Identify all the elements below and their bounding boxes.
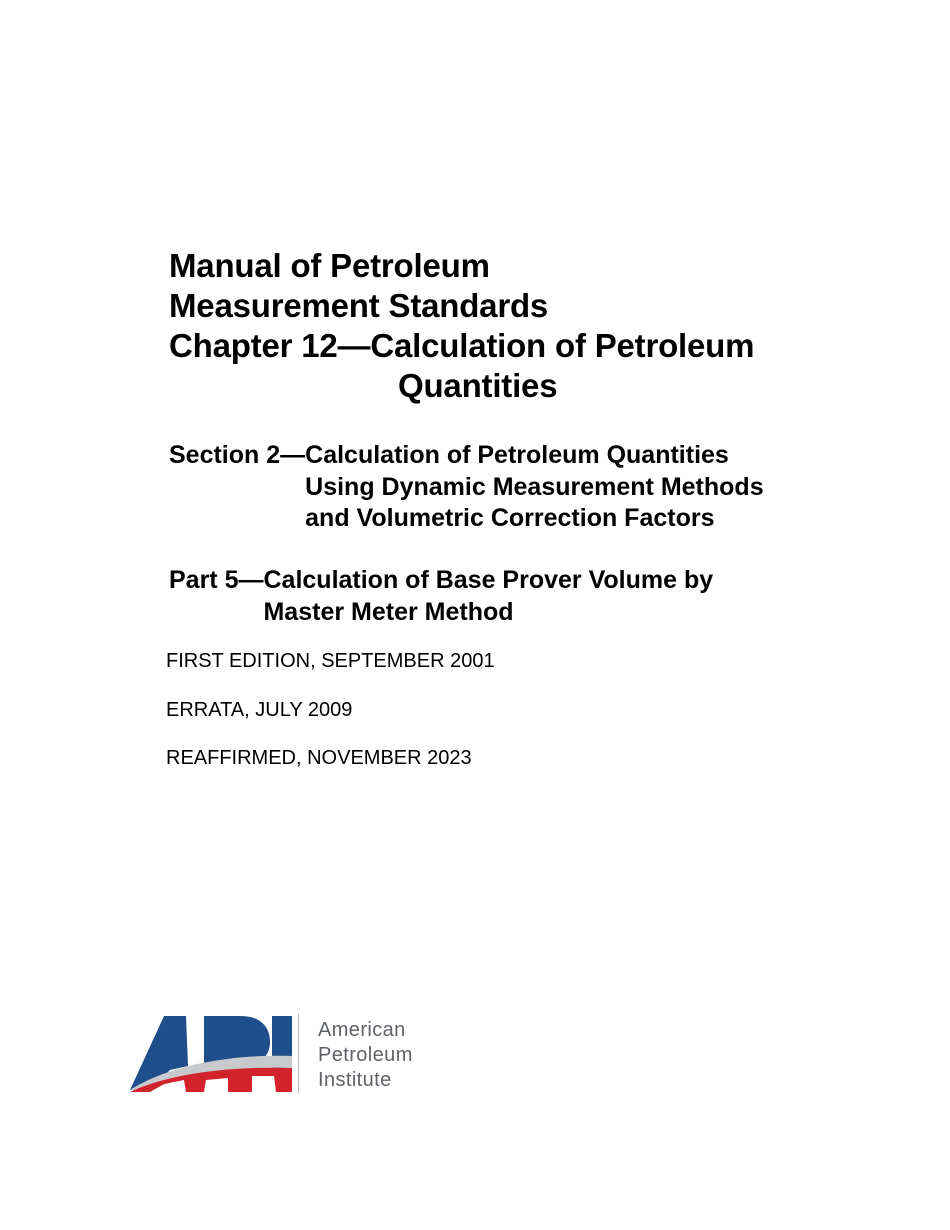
title-line: Chapter 12—Calculation of Petroleum [169,327,755,364]
api-logo [128,1010,448,1100]
title-line: Quantities [398,367,558,404]
part-heading [169,565,869,628]
api-logo-wordmark [318,1018,413,1093]
logo-word: American [318,1019,406,1041]
first-edition-line: FIRST EDITION, SEPTEMBER 2001 [166,650,495,672]
part-line: Calculation of Base Prover Volume by [263,566,714,594]
errata-line: ERRATA, JULY 2009 [166,699,353,721]
logo-word: Institute [318,1069,392,1091]
api-logo-mark [128,1010,293,1100]
section-line: Calculation of Petroleum Quantities [305,441,729,469]
section-heading [169,440,869,535]
logo-word: Petroleum [318,1044,413,1066]
document-title [169,246,869,406]
section-line: and Volumetric Correction Factors [305,504,715,532]
reaffirmed-line: REAFFIRMED, NOVEMBER 2023 [166,747,472,769]
section-label: Section 2— [169,441,306,469]
section-line: Using Dynamic Measurement Methods [305,472,764,501]
title-line: Measurement Standards [169,287,549,324]
part-label: Part 5— [169,566,264,594]
logo-divider [298,1014,299,1094]
title-line: Manual of Petroleum [169,247,490,284]
part-line: Master Meter Method [263,597,514,626]
